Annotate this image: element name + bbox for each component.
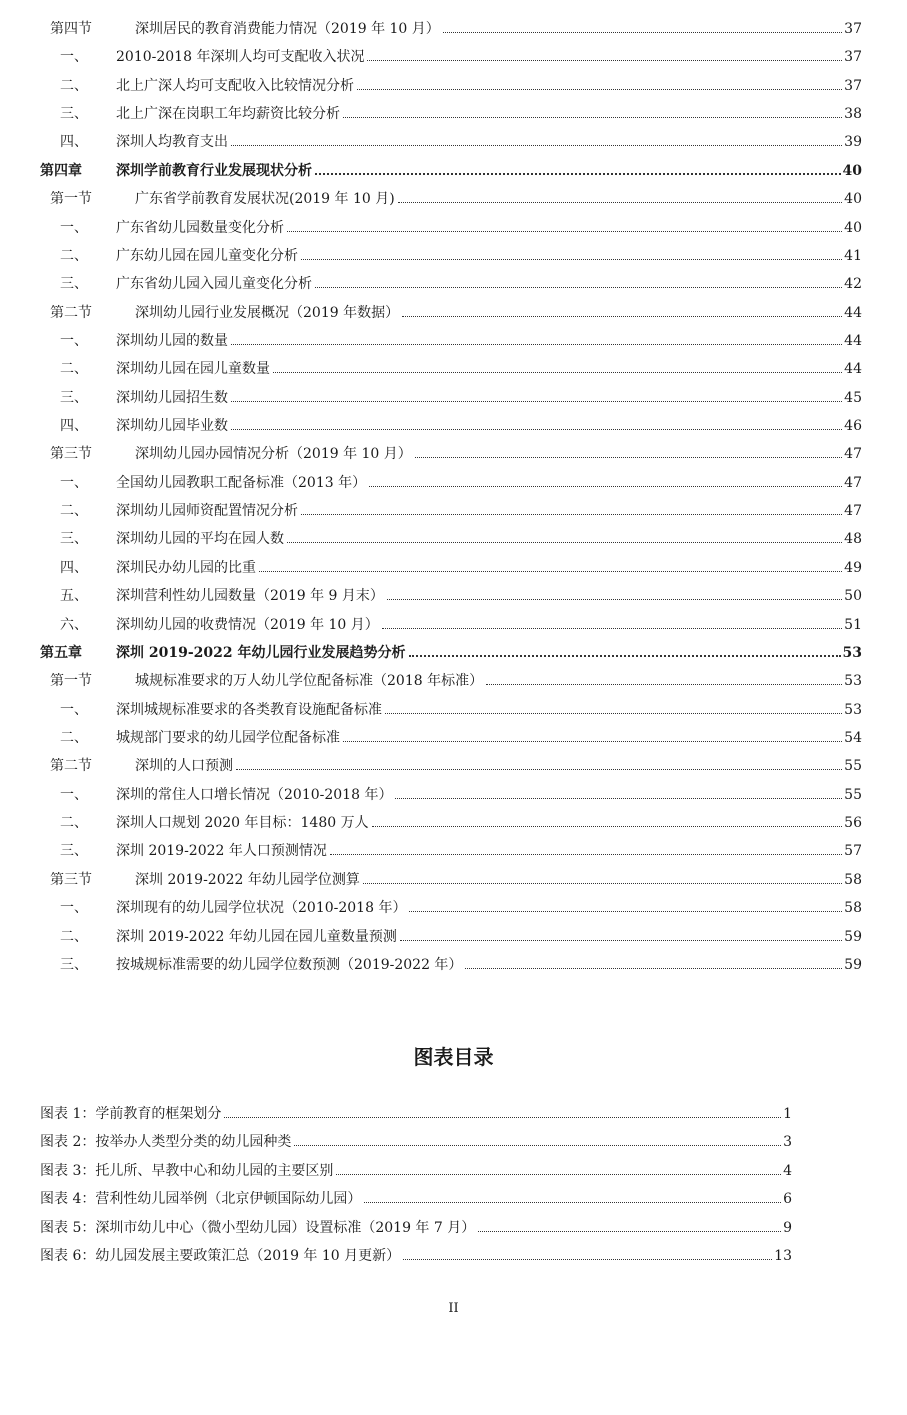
toc-entry-page: 53 <box>842 644 862 661</box>
toc-entry-page: 41 <box>844 247 862 264</box>
dot-leader <box>294 1145 781 1146</box>
toc-entry-page: 38 <box>844 106 862 123</box>
figure-entry[interactable] <box>40 1190 792 1208</box>
toc-entry-title: 深圳幼儿园的平均在园人数 <box>116 531 284 548</box>
dot-leader <box>231 344 842 345</box>
toc-entry-label: 三、 <box>60 531 88 548</box>
toc-entry-item[interactable] <box>0 502 862 520</box>
toc-entry-title: 深圳幼儿园毕业数 <box>116 418 228 435</box>
dot-leader <box>231 401 842 402</box>
toc-entry-label: 二、 <box>60 730 88 746</box>
toc-entry-label: 三、 <box>60 389 88 406</box>
toc-entry-title: 城规部门要求的幼儿园学位配备标准 <box>116 730 340 746</box>
toc-entry-section[interactable] <box>0 445 862 463</box>
toc-entry-title: 深圳幼儿园招生数 <box>116 389 228 406</box>
toc-entry-title: 深圳幼儿园师资配置情况分析 <box>116 503 298 520</box>
toc-entry-title: 2010-2018 年深圳人均可支配收入状况 <box>116 49 365 66</box>
dot-leader <box>287 231 842 232</box>
toc-entry-label: 第四章 <box>40 162 82 179</box>
toc-entry-label: 三、 <box>60 106 88 123</box>
dot-leader <box>363 883 842 884</box>
dot-leader <box>369 486 842 487</box>
toc-entry-title: 深圳 2019-2022 年人口预测情况 <box>116 843 327 860</box>
toc-entry-title: 北上广深人均可支配收入比较情况分析 <box>116 77 354 94</box>
dot-leader <box>343 117 842 118</box>
toc-entry-item[interactable] <box>0 360 862 378</box>
toc-entry-page: 50 <box>844 588 862 605</box>
dot-leader <box>382 628 842 629</box>
toc-entry-page: 48 <box>844 531 862 548</box>
dot-leader <box>231 145 842 146</box>
figure-entry-page: 9 <box>783 1219 792 1236</box>
toc-entry-page: 37 <box>844 49 862 66</box>
toc-entry-item[interactable] <box>0 899 862 917</box>
dot-leader <box>385 713 842 714</box>
toc-entry-page: 37 <box>844 21 862 37</box>
toc-entry-item[interactable] <box>0 219 862 237</box>
figure-entry-page: 6 <box>783 1191 792 1208</box>
toc-entry-item[interactable] <box>0 133 862 151</box>
toc-entry-section[interactable] <box>0 672 862 690</box>
toc-entry-label: 三、 <box>60 276 88 293</box>
toc-entry-page: 47 <box>844 446 862 463</box>
toc-entry-page: 55 <box>844 758 862 775</box>
toc-entry-page: 47 <box>844 474 862 491</box>
toc-entry-label: 一、 <box>60 900 88 917</box>
toc-entry-title: 北上广深在岗职工年均薪资比较分析 <box>116 106 340 123</box>
toc-entry-title: 广东幼儿园在园儿童变化分析 <box>116 247 298 264</box>
toc-entry-item[interactable] <box>0 48 862 66</box>
toc-entry-label: 第一节 <box>50 673 92 690</box>
dot-leader <box>443 32 842 33</box>
toc-entry-label: 一、 <box>60 49 88 66</box>
toc-entry-item[interactable] <box>0 928 862 946</box>
toc-entry-title: 深圳学前教育行业发展现状分析 <box>116 162 312 179</box>
figure-entry-page: 3 <box>783 1134 792 1151</box>
dot-leader <box>330 854 842 855</box>
toc-entry-page: 54 <box>844 730 862 746</box>
toc-entry-label: 六、 <box>60 616 88 633</box>
toc-entry-title: 深圳 2019-2022 年幼儿园在园儿童数量预测 <box>116 928 397 945</box>
toc-entry-section[interactable] <box>0 871 862 889</box>
toc-entry-label: 第二节 <box>50 758 92 775</box>
dot-leader <box>402 316 842 317</box>
toc-entry-label: 二、 <box>60 503 88 520</box>
toc-entry-item[interactable] <box>0 105 862 123</box>
toc-entry-title: 按城规标准需要的幼儿园学位数预测（2019-2022 年） <box>116 956 463 973</box>
toc-entry-page: 44 <box>844 304 862 321</box>
dot-leader <box>465 968 842 969</box>
figures-list-title: 图表目录 <box>413 1045 494 1069</box>
dot-leader <box>231 429 842 430</box>
toc-entry-label: 四、 <box>60 418 88 435</box>
toc-entry-title: 深圳幼儿园在园儿童数量 <box>116 361 270 378</box>
toc-entry-page: 40 <box>842 162 862 179</box>
toc-entry-title: 深圳 2019-2022 年幼儿园学位测算 <box>135 871 360 888</box>
toc-entry-page: 57 <box>844 843 862 860</box>
figure-entry-title: 图表 6：幼儿园发展主要政策汇总（2019 年 10 月更新） <box>40 1248 401 1264</box>
toc-entry-title: 深圳现有的幼儿园学位状况（2010-2018 年） <box>116 900 407 917</box>
toc-entry-item[interactable] <box>0 247 862 265</box>
figure-entry-page: 1 <box>783 1106 792 1122</box>
dot-leader <box>236 769 842 770</box>
toc-entry-item[interactable] <box>0 559 862 577</box>
toc-entry-page: 53 <box>844 673 862 690</box>
dot-leader <box>387 599 842 600</box>
toc-entry-label: 一、 <box>60 701 88 718</box>
toc-entry-title: 深圳城规标准要求的各类教育设施配备标准 <box>116 701 382 718</box>
dot-leader <box>478 1231 781 1232</box>
figure-entry[interactable] <box>40 1219 792 1237</box>
toc-entry-label: 二、 <box>60 77 88 94</box>
toc-entry-item[interactable] <box>0 332 862 350</box>
dot-leader <box>224 1117 781 1118</box>
toc-entry-page: 45 <box>844 389 862 406</box>
toc-entry-page: 40 <box>844 219 862 236</box>
toc-entry-label: 第五章 <box>40 644 82 661</box>
toc-entry-title: 深圳的人口预测 <box>135 758 233 775</box>
toc-entry-label: 四、 <box>60 559 88 576</box>
toc-entry-title: 深圳 2019-2022 年幼儿园行业发展趋势分析 <box>116 644 406 661</box>
toc-entry-label: 一、 <box>60 332 88 349</box>
toc-entry-label: 二、 <box>60 361 88 378</box>
figure-entry[interactable] <box>40 1105 792 1123</box>
toc-entry-page: 53 <box>844 701 862 718</box>
dot-leader <box>415 457 842 458</box>
toc-entry-title: 广东省幼儿园入园儿童变化分析 <box>116 276 312 293</box>
toc-entry-item[interactable] <box>0 77 862 95</box>
toc-entry-section[interactable] <box>0 20 862 38</box>
toc-entry-label: 二、 <box>60 928 88 945</box>
toc-entry-label: 一、 <box>60 219 88 236</box>
toc-entry-title: 深圳的常住人口增长情况（2010-2018 年） <box>116 786 393 803</box>
dot-leader <box>343 741 842 742</box>
toc-entry-item[interactable] <box>0 474 862 492</box>
toc-entry-page: 59 <box>844 956 862 973</box>
toc-entry-page: 58 <box>844 871 862 888</box>
toc-entry-title: 深圳幼儿园的数量 <box>116 332 228 349</box>
toc-entry-page: 59 <box>844 928 862 945</box>
toc-entry-item[interactable] <box>0 417 862 435</box>
toc-entry-item[interactable] <box>0 530 862 548</box>
toc-entry-title: 城规标准要求的万人幼儿学位配备标准（2018 年标准） <box>135 673 484 690</box>
toc-entry-title: 深圳幼儿园的收费情况（2019 年 10 月） <box>116 616 379 633</box>
toc-entry-title: 深圳民办幼儿园的比重 <box>116 559 256 576</box>
dot-leader <box>357 89 842 90</box>
figure-entry-page: 13 <box>774 1248 792 1264</box>
figure-entry-title: 图表 4：营利性幼儿园举例（北京伊顿国际幼儿园） <box>40 1191 362 1208</box>
toc-entry-page: 56 <box>844 815 862 832</box>
toc-entry-section[interactable] <box>0 190 862 208</box>
toc-entry-page: 39 <box>844 134 862 151</box>
toc-entry-page: 51 <box>844 616 862 633</box>
dot-leader <box>315 287 842 288</box>
toc-entry-title: 深圳人均教育支出 <box>116 134 228 151</box>
dot-leader <box>409 655 841 657</box>
toc-entry-item[interactable] <box>0 842 862 860</box>
dot-leader <box>400 940 842 941</box>
toc-entry-page: 47 <box>844 503 862 520</box>
toc-entry-label: 二、 <box>60 815 88 832</box>
toc-entry-label: 一、 <box>60 474 88 491</box>
toc-entry-label: 第四节 <box>50 21 92 37</box>
toc-entry-item[interactable] <box>0 389 862 407</box>
page-number: II <box>448 1301 459 1316</box>
toc-entry-item[interactable] <box>0 275 862 293</box>
dot-leader <box>486 684 842 685</box>
toc-entry-label: 第二节 <box>50 304 92 321</box>
dot-leader <box>259 571 842 572</box>
dot-leader <box>367 60 842 61</box>
toc-entry-label: 五、 <box>60 588 88 605</box>
toc-entry-page: 49 <box>844 559 862 576</box>
dot-leader <box>301 514 842 515</box>
toc-entry-label: 三、 <box>60 956 88 973</box>
toc-entry-item[interactable] <box>0 616 862 634</box>
toc-entry-title: 深圳人口规划 2020 年目标：1480 万人 <box>116 815 369 832</box>
toc-entry-item[interactable] <box>0 786 862 804</box>
toc-entry-chapter[interactable] <box>0 162 862 180</box>
figure-entry[interactable] <box>40 1133 792 1151</box>
figure-entry-title: 图表 2：按举办人类型分类的幼儿园种类 <box>40 1134 292 1151</box>
toc-entry-label: 一、 <box>60 786 88 803</box>
toc-entry-page: 55 <box>844 786 862 803</box>
toc-entry-item[interactable] <box>0 701 862 719</box>
figure-entry[interactable] <box>40 1247 792 1265</box>
dot-leader <box>287 542 842 543</box>
toc-entry-item[interactable] <box>0 729 862 747</box>
toc-entry-section[interactable] <box>0 757 862 775</box>
toc-entry-label: 四、 <box>60 134 88 151</box>
toc-entry-label: 第三节 <box>50 871 92 888</box>
toc-entry-item[interactable] <box>0 587 862 605</box>
dot-leader <box>301 259 842 260</box>
dot-leader <box>372 826 843 827</box>
toc-entry-item[interactable] <box>0 814 862 832</box>
toc-entry-title: 深圳幼儿园行业发展概况（2019 年数据） <box>135 304 400 321</box>
dot-leader <box>315 173 841 175</box>
toc-entry-title: 深圳幼儿园办园情况分析（2019 年 10 月） <box>135 446 412 463</box>
toc-entry-title: 深圳营利性幼儿园数量（2019 年 9 月末） <box>116 588 384 605</box>
toc-entry-page: 44 <box>844 332 862 349</box>
figure-entry-page: 4 <box>783 1162 792 1179</box>
figure-entry-title: 图表 3：托儿所、早教中心和幼儿园的主要区别 <box>40 1162 334 1179</box>
figure-entry-title: 图表 5：深圳市幼儿中心（微小型幼儿园）设置标准（2019 年 7 月） <box>40 1219 476 1236</box>
figure-entry[interactable] <box>40 1162 792 1180</box>
dot-leader <box>364 1202 781 1203</box>
dot-leader <box>403 1259 772 1260</box>
dot-leader <box>409 911 842 912</box>
dot-leader <box>395 798 842 799</box>
dot-leader <box>273 372 842 373</box>
toc-entry-page: 42 <box>844 276 862 293</box>
toc-entry-item[interactable] <box>0 956 862 974</box>
toc-entry-page: 40 <box>844 191 862 208</box>
toc-entry-label: 三、 <box>60 843 88 860</box>
toc-entry-title: 广东省学前教育发展状况(2019 年 10 月) <box>135 191 395 208</box>
toc-entry-title: 深圳居民的教育消费能力情况（2019 年 10 月） <box>135 21 440 37</box>
toc-entry-title: 全国幼儿园教职工配备标准（2013 年） <box>116 474 367 491</box>
dot-leader <box>336 1174 781 1175</box>
toc-entry-page: 46 <box>844 418 862 435</box>
toc-entry-section[interactable] <box>0 304 862 322</box>
toc-entry-label: 第一节 <box>50 191 92 208</box>
toc-entry-page: 44 <box>844 361 862 378</box>
toc-entry-page: 58 <box>844 900 862 917</box>
toc-entry-label: 第三节 <box>50 446 92 463</box>
dot-leader <box>398 202 842 203</box>
toc-entry-label: 二、 <box>60 247 88 264</box>
figure-entry-title: 图表 1：学前教育的框架划分 <box>40 1106 222 1122</box>
toc-entry-chapter[interactable] <box>0 644 862 662</box>
toc-entry-title: 广东省幼儿园数量变化分析 <box>116 219 284 236</box>
toc-entry-page: 37 <box>844 77 862 94</box>
